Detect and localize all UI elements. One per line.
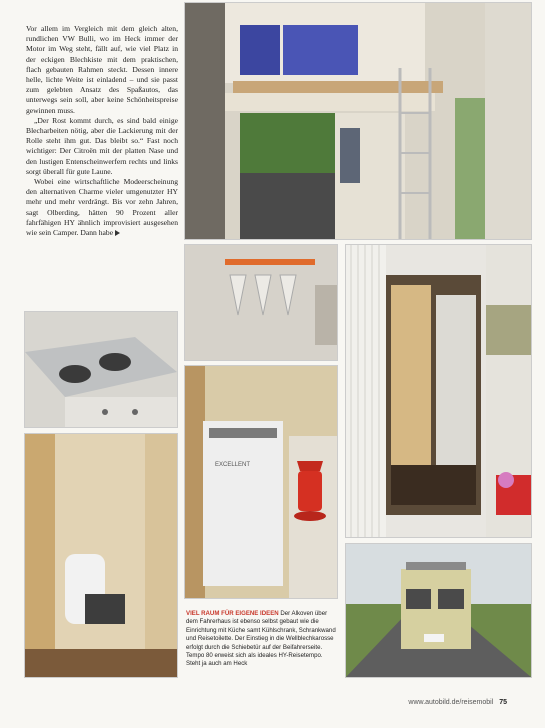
article-paragraph-3 bbox=[26, 177, 178, 238]
photo-interior-alcove bbox=[184, 2, 532, 240]
caption-headline: VIEL RAUM FÜR EIGENE IDEEN bbox=[186, 610, 279, 617]
article-paragraph-1: Vor allem im Vergleich mit dem gleich alten, rundlichen VW Bulli, wo im Heck immer der Motor im Weg steht, fällt auf, wie viel Platz in der eckigen Blechkiste mit dem praktischen, flach gebauten Rahmen steckt. Dessen innere helle, lichte Weite ist einladend – und sie passt zum gelebten Ansatz des Spaßautos, das unterwegs sein soll, aber keine Schönheitspreise gewinnen muss. bbox=[26, 24, 178, 115]
page-footer bbox=[408, 699, 507, 706]
photo-toilet-cabinet bbox=[24, 433, 178, 678]
photo-sliding-door bbox=[345, 244, 532, 538]
photo-van-road bbox=[345, 543, 532, 678]
caption-body: Der Alkoven über dem Fahrerhaus ist ebenso selbst gebaut wie die Einrichtung mit Küche samt Kühlschrank, Schrankwand und Reisetoilette. Der Einstieg in die Wellblechkarosse erfolgt durch die Schiebetür auf der Beifahrerseite. Tempo 80 erweist sich als ideales HY-Reisetempo. Steht ja auch am Heck bbox=[186, 610, 336, 668]
article-paragraph-3-text: Wobei eine wirtschaftliche Modeerscheinung den alternativen Charme vieler umgenutzter HY mehr und mehr verdrängt. Bis vor zehn Jahren, sagt Olberding, hätten 90 Prozent aller fahrfähigen HY ähnlich improvisiert ausgesehen wie sein Camper. Dann habe bbox=[26, 177, 178, 238]
footer-url: www.autobild.de/reisemobil bbox=[408, 699, 494, 706]
article-text bbox=[26, 24, 178, 238]
photo-glass-rack bbox=[184, 244, 338, 361]
continue-arrow-icon bbox=[115, 230, 120, 236]
photo-stove bbox=[24, 311, 178, 428]
page-number: 75 bbox=[499, 699, 507, 706]
fridge-brand-label: EXCELLENT bbox=[215, 462, 251, 468]
article-paragraph-2: „Der Rost kommt durch, es sind bald einige Blecharbeiten nötig, aber die Lackierung mit der Rolle steht ihm gut. Das bleibt so.“ Fast noch wichtiger: Der Citroën mit der platten Nase und den lustigen Entenscheinwerfern rechts und links sorgt überall für gute Laune. bbox=[26, 115, 178, 176]
photo-caption bbox=[186, 610, 338, 669]
photo-fridge-lantern bbox=[184, 365, 338, 599]
